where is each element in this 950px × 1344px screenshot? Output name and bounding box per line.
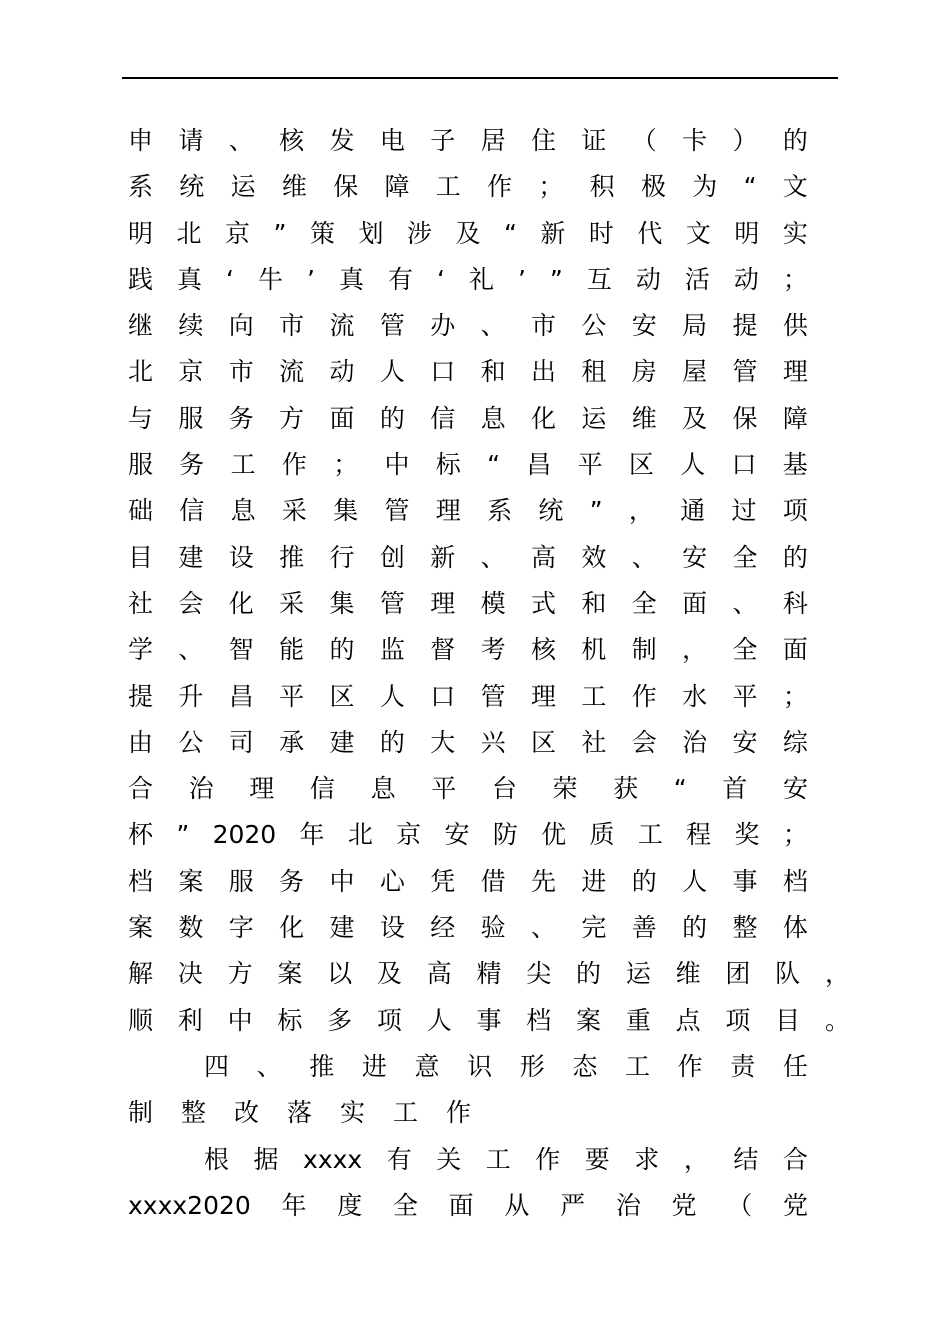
text-line: 申 请 、 核 发 电 子 居 住 证 （ 卡 ） 的 bbox=[128, 126, 808, 155]
document-body bbox=[128, 118, 850, 1229]
text-line: 提 升 昌 平 区 人 口 管 理 工 作 水 平 ； bbox=[128, 681, 808, 711]
text-line: 与 服 务 方 面 的 信 息 化 运 维 及 保 障 bbox=[128, 403, 808, 433]
text-line: 解 决 方 案 以 及 高 精 尖 的 运 维 团 队 ， bbox=[128, 959, 850, 989]
text-line: 系 统 运 维 保 障 工 作 ； 积 极 为 “ 文 bbox=[128, 172, 808, 202]
text-line: 础 信 息 采 集 管 理 系 统 ” ， 通 过 项 bbox=[128, 496, 808, 526]
text-line: 杯 ” 2020 年 北 京 安 防 优 质 工 程 奖 ； bbox=[128, 820, 808, 850]
text-line: 践 真 ‘ 牛 ’ 真 有 ‘ 礼 ’ ” 互 动 活 动 ； bbox=[128, 264, 808, 294]
text-line: 学 、 智 能 的 监 督 考 核 机 制 ， 全 面 bbox=[128, 635, 808, 665]
text-line: 目 建 设 推 行 创 新 、 高 效 、 安 全 的 bbox=[128, 542, 808, 572]
text-line: 社 会 化 采 集 管 理 模 式 和 全 面 、 科 bbox=[128, 588, 808, 618]
text-line: 案 数 字 化 建 设 经 验 、 完 善 的 整 体 bbox=[128, 913, 808, 943]
text-line: 服 务 工 作 ； 中 标 “ 昌 平 区 人 口 基 bbox=[128, 450, 808, 480]
text-line: 顺 利 中 标 多 项 人 事 档 案 重 点 项 目 。 bbox=[128, 1005, 850, 1035]
text-line: xxxx2020 年 度 全 面 从 严 治 党 （ 党 bbox=[128, 1190, 808, 1220]
text-line: 档 案 服 务 中 心 凭 借 先 进 的 人 事 档 bbox=[128, 866, 808, 896]
text-line: 由 公 司 承 建 的 大 兴 区 社 会 治 安 综 bbox=[128, 727, 808, 757]
text-line: 明 北 京 ” 策 划 涉 及 “ 新 时 代 文 明 实 bbox=[128, 218, 808, 248]
text-line: 合 治 理 信 息 平 台 荣 获 “ 首 安 bbox=[128, 774, 808, 804]
header-rule bbox=[122, 77, 838, 79]
text-line: 北 京 市 流 动 人 口 和 出 租 房 屋 管 理 bbox=[128, 357, 808, 387]
section-heading-line: 四 、 推 进 意 识 形 态 工 作 责 任 bbox=[204, 1051, 808, 1081]
section-heading-line: 制整改落实工作 bbox=[128, 1098, 500, 1128]
text-line: 根 据 xxxx 有 关 工 作 要 求 ， 结 合 bbox=[204, 1144, 808, 1174]
text-line: 继 续 向 市 流 管 办 、 市 公 安 局 提 供 bbox=[128, 311, 808, 341]
